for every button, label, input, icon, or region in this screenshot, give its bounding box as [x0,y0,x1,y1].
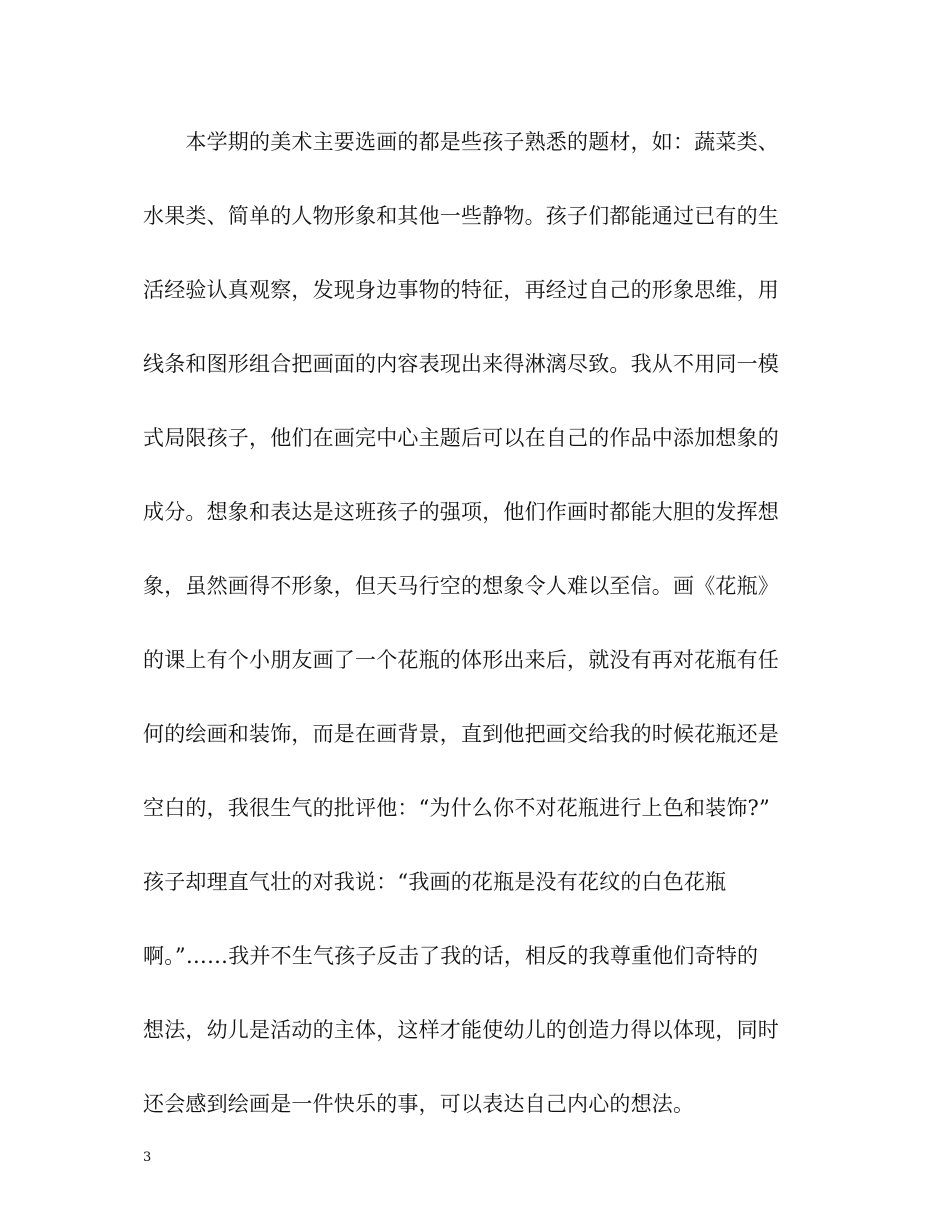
paragraph-line: 啊。”……我并不生气孩子反击了我的话，相反的我尊重他们奇特的 [143,944,759,968]
page-number: 3 [143,1150,152,1165]
paragraph-line: 何的绘画和装饰，而是在画背景，直到他把画交给我的时候花瓶还是 [143,722,779,746]
paragraph-line: 式局限孩子，他们在画完中心主题后可以在自己的作品中添加想象的 [143,426,779,450]
paragraph-line: 成分。想象和表达是这班孩子的强项，他们作画时都能大胆的发挥想 [143,500,779,524]
paragraph-line: 线条和图形组合把画面的内容表现出来得淋漓尽致。我从不用同一模 [143,352,779,376]
paragraph-line: 孩子却理直气壮的对我说：“我画的花瓶是没有花纹的白色花瓶 [143,870,727,894]
paragraph-line: 空白的，我很生气的批评他：“为什么你不对花瓶进行上色和装饰?” [143,796,770,820]
paragraph-line: 本学期的美术主要选画的都是些孩子熟悉的题材，如：蔬菜类、 [143,130,779,154]
paragraph-line: 的课上有个小朋友画了一个花瓶的体形出来后，就没有再对花瓶有任 [143,648,779,672]
paragraph-line: 想法，幼儿是活动的主体，这样才能使幼儿的创造力得以体现，同时 [143,1018,779,1042]
paragraph-line: 水果类、简单的人物形象和其他一些静物。孩子们都能通过已有的生 [143,204,779,228]
paragraph-line: 活经验认真观察，发现身边事物的特征，再经过自己的形象思维，用 [143,278,779,302]
paragraph-line: 象，虽然画得不形象，但天马行空的想象令人难以至信。画《花瓶》 [143,574,779,598]
paragraph-line: 还会感到绘画是一件快乐的事，可以表达自己内心的想法。 [143,1092,695,1116]
